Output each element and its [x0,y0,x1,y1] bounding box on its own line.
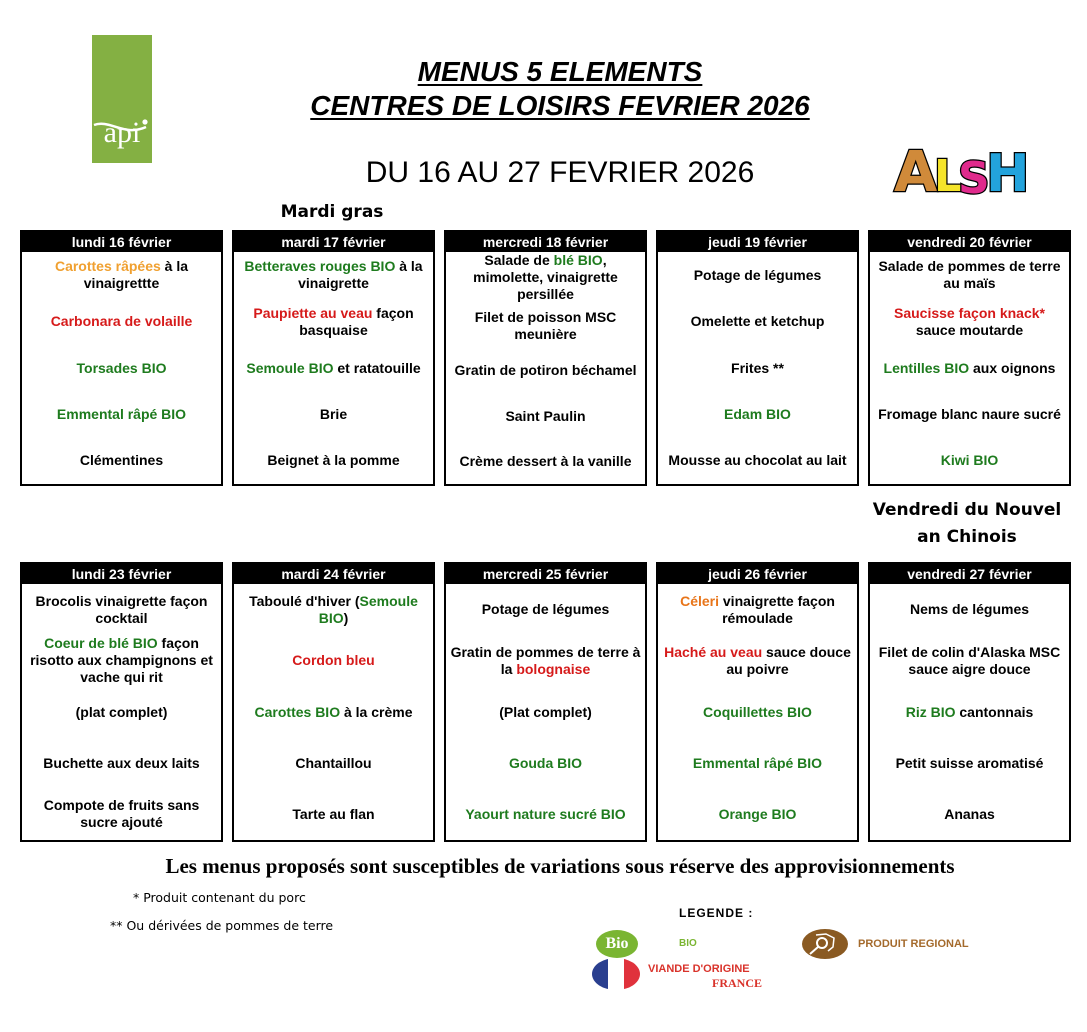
title-line-1: MENUS 5 ELEMENTS [417,56,703,87]
day-header: mardi 17 février [234,232,433,252]
menu-item [234,635,433,686]
menu-item-text [51,313,193,330]
menu-item-segment: Taboulé d'hiver ( [249,592,360,609]
day-column [232,230,435,486]
menu-item [446,584,645,635]
menu-item-segment: Torsades BIO [76,359,167,376]
menu-item-text [724,406,791,423]
menu-item-segment: Ananas [944,805,995,822]
menu-item-segment: ) [343,609,349,626]
day-column [232,562,435,842]
day-column [20,562,223,842]
menu-item [658,391,857,437]
menu-item-text [295,755,371,772]
menu-item-segment: Nems de légumes [909,601,1030,618]
menu-item-segment: Emmental râpé BIO [692,754,823,771]
menu-item [870,391,1069,437]
menu-item [22,298,221,344]
menu-item-text [26,797,217,831]
title-line-2: CENTRES DE LOISIRS FEVRIER 2026 [310,90,810,121]
menu-item-segment: Haché au veau [664,643,763,660]
alsh-letter-s: S [958,153,990,199]
menu-item [870,252,1069,298]
menu-item-segment: Filet de colin d'Alaska MSC sauce aigre douce [878,643,1061,677]
alsh-letter-a: A [894,140,938,199]
menu-item [870,345,1069,391]
bio-icon: Bio [596,930,638,958]
menu-item-segment: (Plat complet) [499,703,592,720]
menu-item-segment: vinaigrette façon rémoulade [719,592,835,626]
menu-item-text [874,305,1065,339]
menu-item [446,635,645,686]
menu-item [22,584,221,635]
menu-item-segment: Saucisse façon knack* [894,304,1045,321]
menu-item [658,584,857,635]
menu-item-segment: Compote de fruits sans sucre ajouté [43,797,200,831]
menu-item-text [499,704,592,721]
menu-item-segment: Paupiette au veau [253,304,373,321]
menu-item-segment: Frites ** [731,359,784,376]
menu-item-text [505,408,585,425]
menu-item-segment: bolognaise [516,660,591,677]
menu-item-text [668,452,846,469]
menu-item-text [267,452,399,469]
day-header: jeudi 19 février [658,232,857,252]
menu-item-segment: Omelette et ketchup [690,313,825,330]
menu-item-segment: Chantaillou [295,754,372,771]
menu-item-text [255,704,413,721]
menu-items [22,252,221,484]
menu-item-text [26,258,217,292]
menu-item-segment: , mimolette, vinaigrette persillée [473,252,618,302]
menu-item-text [906,704,1034,721]
menu-item-text [26,593,217,627]
disclaimer-note: Les menus proposés sont susceptibles de variations sous réserve des approvisionnements [165,854,955,878]
menu-item [658,738,857,789]
menu-item-segment: (plat complet) [75,703,168,720]
day-header: lundi 16 février [22,232,221,252]
menu-item-segment: et ratatouille [333,359,421,376]
menu-item-segment: sauce moutarde [915,321,1024,338]
menu-item-text [292,652,374,669]
menu-item-text [874,258,1065,292]
menu-item-segment: Brocolis vinaigrette façon cocktail [35,592,208,626]
menu-item-text [693,755,822,772]
menu-items [446,252,645,484]
menu-item [446,738,645,789]
menu-item-text [691,313,825,330]
event-nouvel-an-chinois: Vendredi du Nouvel an Chinois [872,500,1062,547]
menu-item-segment: Clémentines [79,452,164,469]
menu-item-text [941,452,999,469]
menu-item-segment: Céleri [680,592,719,609]
menu-items [870,584,1069,840]
day-header: vendredi 27 février [870,564,1069,584]
menu-item-segment: Filet de poisson MSC meunière [474,308,617,342]
menu-item-segment: Potage de légumes [693,266,822,283]
menu-item-segment: à la crème [340,703,413,720]
menu-item-text [482,601,610,618]
menu-item-text [450,252,641,303]
legend-title: LEGENDE : [679,906,754,920]
menu-item [658,789,857,840]
menu-item-segment: Kiwi BIO [940,452,999,469]
menu-item-segment: Semoule BIO [318,592,418,626]
menu-item-segment: Salade de pommes de terre au maïs [878,258,1061,292]
menu-item-segment: Emmental râpé BIO [56,405,187,422]
menu-item-segment: Riz BIO [905,703,956,720]
menu-item [870,298,1069,344]
menu-item-segment: Lentilles BIO [883,359,970,376]
menu-items [234,252,433,484]
menu-item [446,439,645,484]
menu-item [234,298,433,344]
day-column [656,562,859,842]
day-column [868,562,1071,842]
menu-item-segment: Carbonara de volaille [50,313,193,330]
menu-item [870,738,1069,789]
menu-item-text [878,406,1061,423]
menu-item [22,252,221,298]
menu-item-segment: façon basquaise [299,304,414,338]
menu-item-text [465,806,625,823]
day-column [444,562,647,842]
menu-item-segment: Salade de [484,252,554,268]
menu-item-text [703,704,812,721]
day-header: mercredi 25 février [446,564,645,584]
menu-item-segment: Beignet à la pomme [267,452,400,469]
page-title [240,55,880,123]
regional-product-icon [802,929,848,959]
menu-item-segment: Gratin de pommes de terre à la [450,643,641,677]
menu-item-text [77,360,167,377]
menu-item-segment: Brie [319,405,348,422]
menu-item-segment: à la vinaigrette [298,258,423,292]
menu-item [234,738,433,789]
day-column [20,230,223,486]
menu-item-segment: Petit suisse aromatisé [895,754,1044,771]
france-flag-icon [592,958,640,990]
menu-item [658,438,857,484]
menu-item [22,686,221,737]
menu-item-text [292,806,374,823]
menu-items [22,584,221,840]
menu-item-text [80,452,163,469]
menu-item [234,252,433,298]
menu-items [658,584,857,840]
legend-viande-line2: FRANCE [712,976,762,990]
menu-item [234,438,433,484]
menu-item-segment: Potage de légumes [481,601,610,618]
menu-item-segment: Gouda BIO [508,754,583,771]
menu-item-text [509,755,582,772]
menu-item-segment: Buchette aux deux laits [43,754,200,771]
menu-item [446,394,645,439]
menu-item-segment: Saint Paulin [505,407,586,424]
menu-item [22,789,221,840]
menu-item-segment: Carottes râpées [54,258,161,275]
menu-item [234,391,433,437]
menu-item-text [460,453,632,470]
menu-item-segment: sauce douce au poivre [726,643,851,677]
menu-item-segment: Tarte au flan [292,805,375,822]
menu-item-segment: Fromage blanc naure sucré [878,405,1061,422]
menu-item [658,686,857,737]
menu-item [658,635,857,686]
menu-item [22,738,221,789]
menu-items [446,584,645,840]
day-header: mercredi 18 février [446,232,645,252]
footnote-pork: * Produit contenant du porc [133,890,306,905]
menu-item-text [238,593,429,627]
menu-item [870,789,1069,840]
api-logo [92,35,152,163]
menu-item-segment: Crème dessert à la vanille [459,452,632,469]
menu-item-segment: Edam BIO [724,405,791,422]
menu-item-segment: Yaourt nature sucré BIO [465,805,626,822]
menu-item-segment: Coquillettes BIO [703,703,812,720]
menu-item-segment: blé BIO [553,252,603,268]
menu-item [446,252,645,303]
menu-item [870,438,1069,484]
menu-item-segment: Betteraves rouges BIO [244,258,396,275]
menu-item-segment: Carottes BIO [254,703,341,720]
day-header: vendredi 20 février [870,232,1069,252]
menu-item-segment: à la vinaigrettte [83,258,189,292]
menu-item [22,438,221,484]
menu-item [870,584,1069,635]
day-header: jeudi 26 février [658,564,857,584]
menu-item [234,584,433,635]
menu-item-segment: Gratin de potiron béchamel [454,362,637,379]
menu-item [446,789,645,840]
menu-item [22,391,221,437]
menu-item-segment: aux oignons [969,359,1056,376]
menu-item-text [76,704,168,721]
menu-item [446,686,645,737]
menu-item-segment: Orange BIO [718,805,797,822]
menu-item-text [944,806,995,823]
footnote-potato: ** Ou dérivées de pommes de terre [110,918,334,933]
menu-item [658,345,857,391]
menu-item-text [910,601,1029,618]
day-header: lundi 23 février [22,564,221,584]
menu-item-text [43,755,199,772]
menu-item-text [731,360,784,377]
event-mardi-gras: Mardi gras [280,202,384,222]
legend-viande-line1: VIANDE D'ORIGINE [648,963,750,975]
menu-item [234,686,433,737]
menu-item-segment: façon risotto aux champignons et vache qui rit [30,635,213,686]
legend-bio-label: BIO [679,938,697,949]
menu-item-text [246,360,420,377]
menu-item-segment: Cordon bleu [292,652,375,669]
menu-item-text [26,635,217,686]
menu-item [446,303,645,348]
menu-item-segment: Semoule BIO [246,359,334,376]
day-header: mardi 24 février [234,564,433,584]
menu-item-text [896,755,1044,772]
menu-items [234,584,433,840]
menu-item [234,345,433,391]
legend-regional-label: PRODUIT REGIONAL [858,938,969,950]
menu-item-text [450,644,641,678]
menu-item-text [320,406,347,423]
menu-item-text [238,258,429,292]
menu-item [22,635,221,686]
menu-item [446,348,645,393]
menu-item-text [719,806,797,823]
date-range: DU 16 AU 27 FEVRIER 2026 [365,156,755,189]
menu-item [22,345,221,391]
menu-item [658,252,857,298]
menu-items [870,252,1069,484]
menu-item-text [57,406,186,423]
menu-item-text [662,644,853,678]
menu-item-segment: Coeur de blé BIO [44,635,158,652]
menu-item-segment: Mousse au chocolat au lait [668,452,847,469]
menu-item-segment: cantonnais [955,703,1034,720]
menu-item-text [238,305,429,339]
menu-item [870,635,1069,686]
alsh-letter-l: L [934,151,963,199]
menu-items [658,252,857,484]
menu-item-text [884,360,1056,377]
menu-item [658,298,857,344]
day-column [656,230,859,486]
menu-item [870,686,1069,737]
alsh-logo [892,133,1032,199]
api-logo-text: api [103,116,141,149]
day-column [868,230,1071,486]
menu-item-text [454,362,636,379]
menu-item [234,789,433,840]
menu-item-text [450,309,641,343]
menu-item-text [694,267,822,284]
alsh-letter-h: H [986,144,1030,199]
day-column [444,230,647,486]
menu-item-text [874,644,1065,678]
menu-item-text [662,593,853,627]
